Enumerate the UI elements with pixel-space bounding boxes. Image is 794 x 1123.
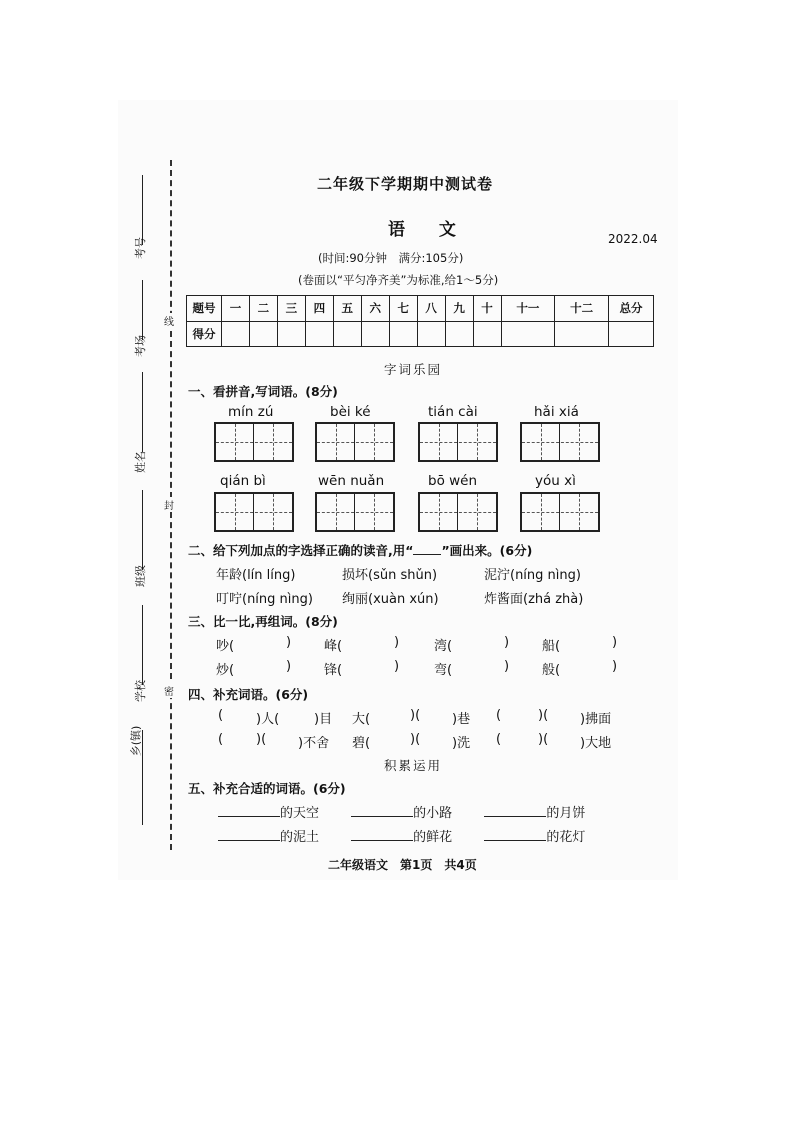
compare-item: 船( (542, 639, 561, 654)
score-entry-cell[interactable] (305, 321, 333, 347)
table-cell: 十 (473, 296, 501, 322)
fill-suffix: 的泥土 (280, 830, 320, 845)
idiom-part: )大地 (580, 736, 612, 751)
margin-line-7 (142, 770, 143, 825)
compare-close: ) (286, 635, 292, 650)
page-footer: 二年级语文 第1页 共4页 (328, 858, 477, 872)
table-cell: 四 (305, 296, 333, 322)
margin-line-1 (142, 175, 143, 245)
idiom-part: )目 (314, 712, 333, 727)
score-table (186, 295, 654, 347)
score-entry-cell[interactable] (277, 321, 305, 347)
reading-item-2[interactable]: 损坏(sǔn shǔn) (342, 568, 438, 583)
table-cell: 一 (222, 296, 250, 322)
reading-item-6[interactable]: 炸酱面(zhá zhà) (484, 592, 584, 607)
pinyin-1: mín zú (228, 404, 274, 420)
score-entry-cell[interactable] (473, 321, 501, 347)
margin-line-3 (142, 372, 143, 452)
table-cell: 得分 (187, 321, 222, 347)
score-entry-cell[interactable] (417, 321, 445, 347)
pinyin-5: qián bì (220, 473, 266, 489)
q2-title-part-a: 二、给下列加点的字选择正确的读音,用“ (188, 543, 414, 558)
answer-blank[interactable] (484, 816, 546, 817)
compare-item: 锋( (324, 663, 343, 678)
fill-suffix: 的鲜花 (413, 830, 453, 845)
score-entry-cell[interactable] (389, 321, 417, 347)
seal-mark-xian: 线 (164, 313, 174, 328)
q4-title: 四、补充词语。(6分) (188, 687, 309, 702)
idiom-part: )( (410, 708, 421, 723)
neatness-note: (卷面以“平匀净齐美”为标准,给1～5分) (298, 273, 499, 287)
table-cell: 三 (277, 296, 305, 322)
compare-close: ) (504, 659, 510, 674)
q2-title-part-b: ”画出来。(6分) (441, 543, 533, 558)
writing-grid[interactable] (214, 492, 294, 532)
fill-row-1 (218, 802, 638, 821)
score-entry-cell[interactable] (555, 321, 609, 347)
reading-item-5[interactable]: 绚丽(xuàn xún) (342, 592, 439, 607)
fill-suffix: 的月饼 (546, 806, 586, 821)
idiom-part: )巷 (452, 712, 471, 727)
reading-item-1[interactable]: 年龄(lín líng) (216, 568, 296, 583)
idiom-part: ( (496, 708, 502, 723)
compare-item: 般( (542, 663, 561, 678)
seal-mark-mi: 密 (164, 683, 174, 698)
compare-close: ) (394, 659, 400, 674)
compare-item: 弯( (434, 663, 453, 678)
score-entry-cell[interactable] (609, 321, 654, 347)
idiom-part: )( (256, 732, 267, 747)
score-entry-cell[interactable] (361, 321, 389, 347)
idiom-part: )( (538, 708, 549, 723)
table-cell: 题号 (187, 296, 222, 322)
table-cell: 五 (333, 296, 361, 322)
compare-close: ) (286, 659, 292, 674)
q2-title (188, 541, 532, 559)
idiom-part: )人( (256, 712, 280, 727)
table-cell: 七 (389, 296, 417, 322)
compare-item: 吵( (216, 639, 235, 654)
idiom-part: ( (218, 732, 224, 747)
pinyin-3: tián cài (428, 404, 478, 420)
label-xingming: 姓名 (134, 451, 147, 473)
seal-mark-feng: 封 (164, 497, 174, 512)
idiom-part: 大( (352, 712, 371, 727)
compare-item: 湾( (434, 639, 453, 654)
table-cell: 六 (361, 296, 389, 322)
writing-grid[interactable] (315, 422, 395, 462)
reading-item-3[interactable]: 泥泞(níng nìng) (484, 568, 581, 583)
compare-close: ) (612, 659, 618, 674)
table-cell: 八 (417, 296, 445, 322)
compare-close: ) (612, 635, 618, 650)
score-entry-cell[interactable] (222, 321, 250, 347)
q5-title: 五、补充合适的词语。(6分) (188, 781, 346, 796)
subject-title: 语 文 (388, 220, 470, 240)
exam-title: 二年级下学期期中测试卷 (316, 175, 493, 193)
answer-blank[interactable] (351, 840, 413, 841)
idiom-part: )( (410, 732, 421, 747)
score-table-header-row (187, 296, 654, 322)
writing-grid[interactable] (418, 422, 498, 462)
q3-title: 三、比一比,再组词。(8分) (188, 614, 338, 629)
table-cell: 十二 (555, 296, 609, 322)
margin-line-4 (142, 490, 143, 570)
compare-item: 炒( (216, 663, 235, 678)
idiom-part: )洗 (452, 736, 471, 751)
compare-close: ) (394, 635, 400, 650)
label-xuexiao: 学校 (134, 680, 147, 702)
underline-sample (413, 554, 441, 555)
score-entry-cell[interactable] (501, 321, 555, 347)
compare-item: 峰( (324, 639, 343, 654)
idiom-part: )( (538, 732, 549, 747)
fill-row-2 (218, 826, 638, 845)
pinyin-6: wēn nuǎn (318, 473, 385, 489)
reading-item-4[interactable]: 叮咛(níng nìng) (216, 592, 313, 607)
score-entry-cell[interactable] (333, 321, 361, 347)
time-info: (时间:90分钟 满分:105分) (318, 251, 464, 265)
table-cell: 九 (445, 296, 473, 322)
answer-blank[interactable] (218, 840, 280, 841)
label-kaohao: 考号 (134, 237, 147, 259)
part-title-words: 字词乐园 (384, 362, 443, 377)
idiom-part: )拂面 (580, 712, 612, 727)
pinyin-8: yóu xì (535, 473, 576, 489)
idiom-part: )不舍 (298, 736, 330, 751)
fill-suffix: 的小路 (413, 806, 453, 821)
compare-close: ) (504, 635, 510, 650)
margin-line-5 (142, 605, 143, 685)
score-table-score-row (187, 321, 654, 347)
writing-grid[interactable] (214, 422, 294, 462)
writing-grid[interactable] (520, 422, 600, 462)
pinyin-2: bèi ké (330, 404, 371, 420)
answer-blank[interactable] (351, 816, 413, 817)
part-title-accumulate: 积累运用 (384, 758, 443, 773)
label-banji: 班级 (134, 565, 147, 587)
answer-blank[interactable] (218, 816, 280, 817)
fill-suffix: 的天空 (280, 806, 320, 821)
idiom-part: ( (218, 708, 224, 723)
margin-line-2 (142, 280, 143, 340)
label-xiang: 乡(镇) (129, 725, 143, 757)
fill-suffix: 的花灯 (546, 830, 586, 845)
idiom-part: ( (496, 732, 502, 747)
answer-blank[interactable] (484, 840, 546, 841)
label-kaochang: 考场 (134, 335, 147, 357)
table-cell: 二 (249, 296, 277, 322)
idiom-part: 碧( (352, 736, 371, 751)
writing-grid[interactable] (418, 492, 498, 532)
score-entry-cell[interactable] (445, 321, 473, 347)
writing-grid[interactable] (315, 492, 395, 532)
q1-title: 一、看拼音,写词语。(8分) (188, 384, 338, 399)
table-cell: 十一 (501, 296, 555, 322)
pinyin-7: bō wén (428, 473, 478, 489)
exam-date: 2022.04 (608, 232, 658, 246)
pinyin-4: hǎi xiá (534, 404, 579, 420)
writing-grid[interactable] (520, 492, 600, 532)
score-entry-cell[interactable] (249, 321, 277, 347)
table-cell: 总分 (609, 296, 654, 322)
